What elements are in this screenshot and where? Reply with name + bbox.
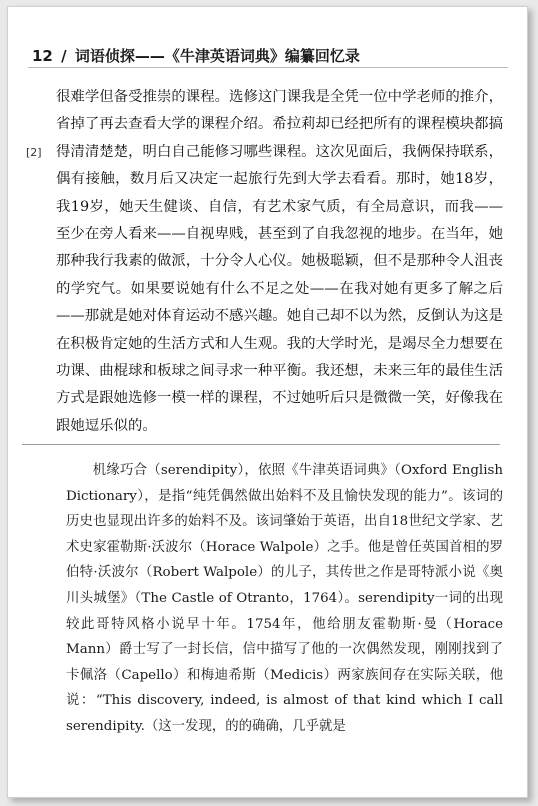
running-header	[32, 45, 360, 66]
book-title: 词语侦探——《牛津英语词典》编纂回忆录	[74, 47, 360, 65]
margin-note-marker: [2]	[26, 146, 42, 159]
page-number: 12	[32, 47, 53, 65]
note-paragraph: 机缘巧合（serendipity），依照《牛津英语词典》（Oxford English Dictionary），是指“纯凭偶然做出始料不及且愉快发现的能力”。该词的历史也显现出许多的始料不及。该词肇始于英语，出自18世纪文学家、艺术史家霍勒斯·沃波尔（Horace Walpole）之手。他是曾任英国首相的罗伯特·沃波尔（Robert Walpole）的儿子，其传世之作是哥特派小说《奥川头城堡》（The Castle of Otranto，1764）。serendipity一词的出现较此哥特风格小说早十年。1754年，他给朋友霍勒斯·曼（Horace Mann）爵士写了一封长信，信中描写了他的一次偶然发现，刚刚找到了卡佩洛（Capello）和梅迪希斯（Medicis）两家族间存在实际关联，他说：“This discovery, indeed, is almost of that kind which I call serendipity.（这一发现，的的确确，几乎就是	[66, 463, 503, 734]
note-text-block	[66, 458, 503, 740]
main-text-block	[56, 84, 503, 440]
header-separator: /	[61, 47, 67, 65]
header-rule	[28, 67, 508, 68]
main-paragraph: 很难学但备受推崇的课程。选修这门课我是全凭一位中学老师的推介，省掉了再去查看大学的课程介绍。希拉莉却已经把所有的课程模块都搞得清清楚楚，明白自己能修习哪些课程。这次见面后，我俩保持联系，偶有接触，数月后又决定一起旅行先到大学去看看。那时，她18岁，我19岁，她天生健谈、自信，有艺术家气质，有全局意识，而我——至少在旁人看来——自视卑贱，甚至到了自我忽视的地步。在当年，她那种我行我素的做派，十分令人心仪。她极聪颖，但不是那种令人沮丧的学究气。如果要说她有什么不足之处——在我对她有更多了解之后——那就是她对体育运动不感兴趣。她自己却不以为然，反倒认为这是在积极肯定她的生活方式和人生观。我的大学时光，是竭尽全力想要在功课、曲棍球和板球之间寻求一种平衡。我还想，未来三年的最佳生活方式是跟她选修一模一样的课程，不过她听后只是微微一笑，好像我在跟她逗乐似的。	[56, 89, 503, 434]
